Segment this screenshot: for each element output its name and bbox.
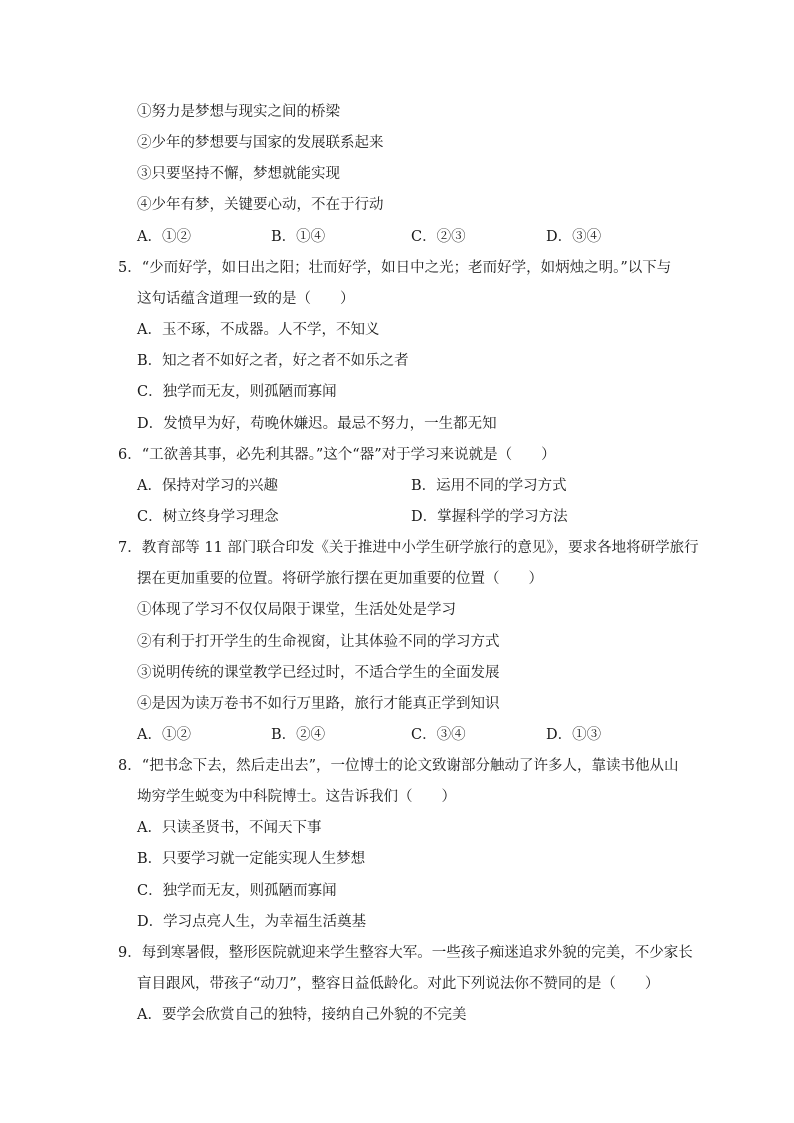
q7-statement-3: ③说明传统的课堂教学已经过时，不适合学生的全面发展 xyxy=(137,665,500,681)
q8-stem-line-1: 8．“把书念下去，然后走出去”，一位博士的论文致谢部分触动了许多人，靠读书他从山 xyxy=(118,758,679,774)
q7-statement-4: ④是因为读万卷书不如行万里路，旅行才能真正学到知识 xyxy=(137,696,500,712)
q5-stem-line-2: 这句话蕴含道理一致的是（ ） xyxy=(137,291,355,307)
q7-stem-line-1: 7．教育部等 11 部门联合印发《关于推进中小学生研学旅行的意见》，要求各地将研学旅行 xyxy=(118,540,699,556)
q7-choices xyxy=(0,725,794,745)
q6-option-a: A．保持对学习的兴趣 xyxy=(137,478,278,494)
q6-stem: 6．“工欲善其事，必先利其器。”这个“器”对于学习来说就是（ ） xyxy=(118,447,556,463)
q4-choice-b: B．①④ xyxy=(271,229,326,245)
q8-stem-line-2: 坳穷学生蜕变为中科院博士。这告诉我们（ ） xyxy=(137,789,456,805)
q8-option-b: B．只要学习就一定能实现人生梦想 xyxy=(137,851,366,867)
q6-option-d: D．掌握科学的学习方法 xyxy=(411,509,568,525)
q4-choice-a: A．①② xyxy=(137,229,191,245)
q7-choice-c: C．③④ xyxy=(411,727,466,743)
q7-stem-line-2: 摆在更加重要的位置。将研学旅行摆在更加重要的位置（ ） xyxy=(137,571,543,587)
q7-choice-d: D．①③ xyxy=(546,727,602,743)
q4-statement-2: ②少年的梦想要与国家的发展联系起来 xyxy=(137,135,384,151)
q6-options-row-2 xyxy=(0,507,794,527)
q7-statement-1: ①体现了学习不仅仅局限于课堂，生活处处是学习 xyxy=(137,602,456,618)
q4-choice-d: D．③④ xyxy=(546,229,602,245)
q5-option-c: C．独学而无友，则孤陋而寡闻 xyxy=(137,384,337,400)
q6-option-c: C．树立终身学习理念 xyxy=(137,509,279,525)
q4-choice-c: C．②③ xyxy=(411,229,466,245)
q7-choice-a: A．①② xyxy=(137,727,191,743)
q9-stem-line-1: 9．每到寒暑假，整形医院就迎来学生整容大军。一些孩子痴迷追求外貌的完美，不少家长 xyxy=(118,945,693,961)
q6-option-b: B．运用不同的学习方式 xyxy=(411,478,567,494)
q4-statement-4: ④少年有梦，关键要心动，不在于行动 xyxy=(137,197,384,213)
q7-choice-b: B．②④ xyxy=(271,727,326,743)
q8-option-c: C．独学而无友，则孤陋而寡闻 xyxy=(137,883,337,899)
q4-statement-3: ③只要坚持不懈，梦想就能实现 xyxy=(137,166,340,182)
q8-option-d: D．学习点亮人生，为幸福生活奠基 xyxy=(137,914,367,930)
q4-choices xyxy=(0,227,794,247)
q9-stem-line-2: 盲目跟风，带孩子“动刀”，整容日益低龄化。对此下列说法你不赞同的是（ ） xyxy=(137,976,660,992)
q5-option-a: A．玉不琢，不成器。人不学，不知义 xyxy=(137,322,380,338)
q6-options-row-1 xyxy=(0,476,794,496)
q9-option-a: A．要学会欣赏自己的独特，接纳自己外貌的不完美 xyxy=(137,1007,467,1023)
q5-option-b: B．知之者不如好之者，好之者不如乐之者 xyxy=(137,353,409,369)
q5-stem-line-1: 5．“少而好学，如日出之阳；壮而好学，如日中之光；老而好学，如炳烛之明。”以下与 xyxy=(118,260,672,276)
q8-option-a: A．只读圣贤书，不闻天下事 xyxy=(137,820,322,836)
q5-option-d: D．发愤早为好，苟晚休嫌迟。最忌不努力，一生都无知 xyxy=(137,416,497,432)
q4-statement-1: ①努力是梦想与现实之间的桥梁 xyxy=(137,104,340,120)
q7-statement-2: ②有利于打开学生的生命视窗，让其体验不同的学习方式 xyxy=(137,634,500,650)
